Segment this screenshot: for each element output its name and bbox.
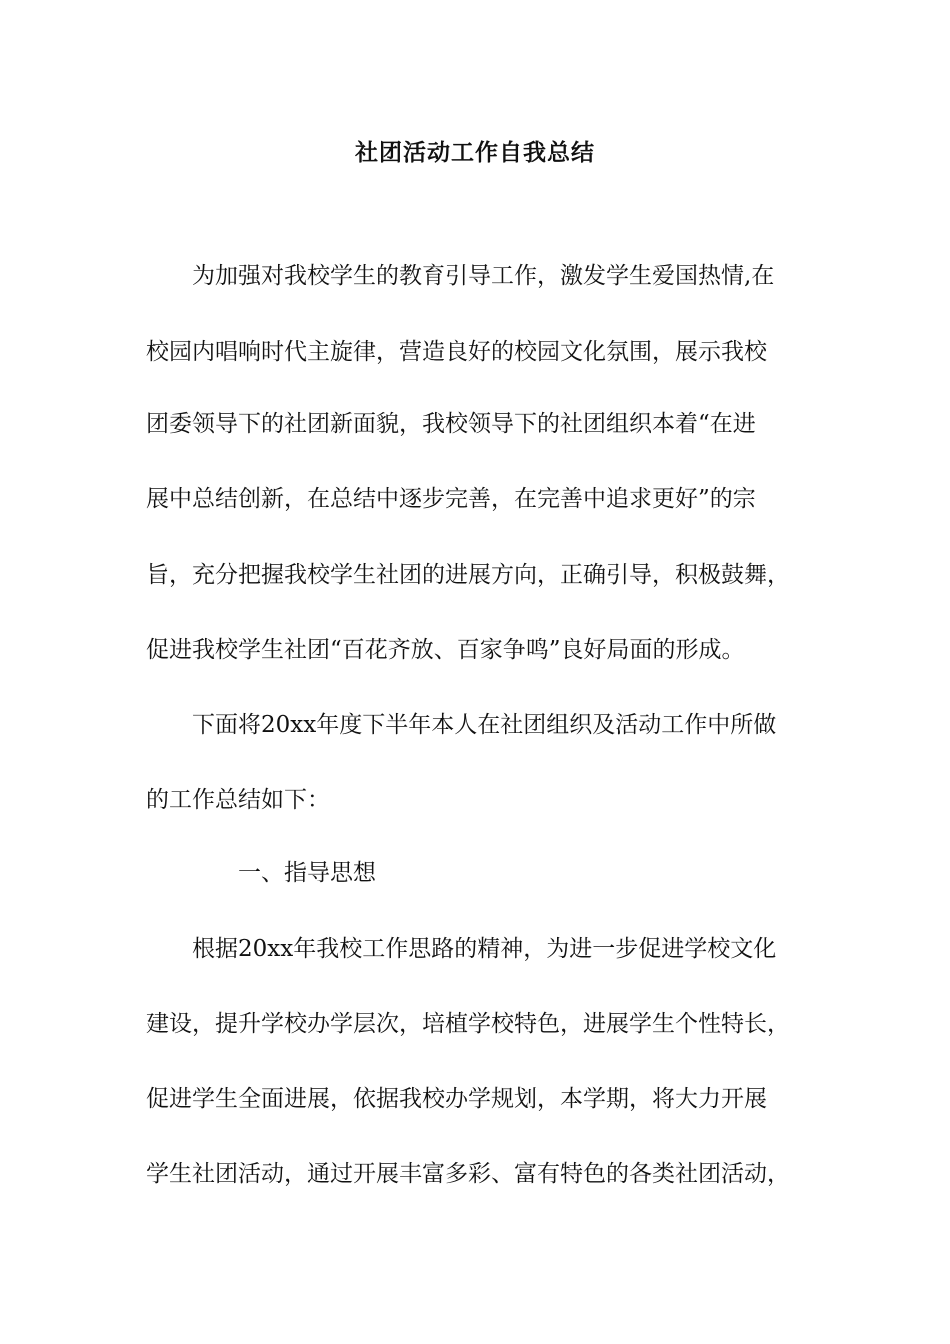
body-line: 建设，提升学校办学层次，培植学校特色，进展学生个性特长， xyxy=(146,1011,790,1037)
body-line: 下面将20xx年度下半年本人在社团组织及活动工作中所做 xyxy=(146,712,777,738)
body-line: 团委领导下的社团新面貌，我校领导下的社团组织本着“在进 xyxy=(146,411,756,437)
section-heading: 一、指导思想 xyxy=(146,860,376,886)
body-line: 校园内唱响时代主旋律，营造良好的校园文化氛围，展示我校 xyxy=(146,339,767,365)
body-line: 促进我校学生社团“百花齐放、百家争鸣”良好局面的形成。 xyxy=(146,637,745,663)
body-line: 为加强对我校学生的教育引导工作，激发学生爱国热情,在 xyxy=(146,263,775,289)
body-line: 根据20xx年我校工作思路的精神，为进一步促进学校文化 xyxy=(146,936,777,962)
body-line: 展中总结创新，在总结中逐步完善，在完善中追求更好”的宗 xyxy=(146,486,756,512)
body-line: 旨，充分把握我校学生社团的进展方向，正确引导，积极鼓舞， xyxy=(146,562,790,588)
document-title: 社团活动工作自我总结 xyxy=(355,139,595,166)
body-line: 促进学生全面进展，依据我校办学规划，本学期，将大力开展 xyxy=(146,1086,767,1112)
body-line: 学生社团活动，通过开展丰富多彩、富有特色的各类社团活动， xyxy=(146,1161,790,1187)
body-line: 的工作总结如下： xyxy=(146,787,330,813)
